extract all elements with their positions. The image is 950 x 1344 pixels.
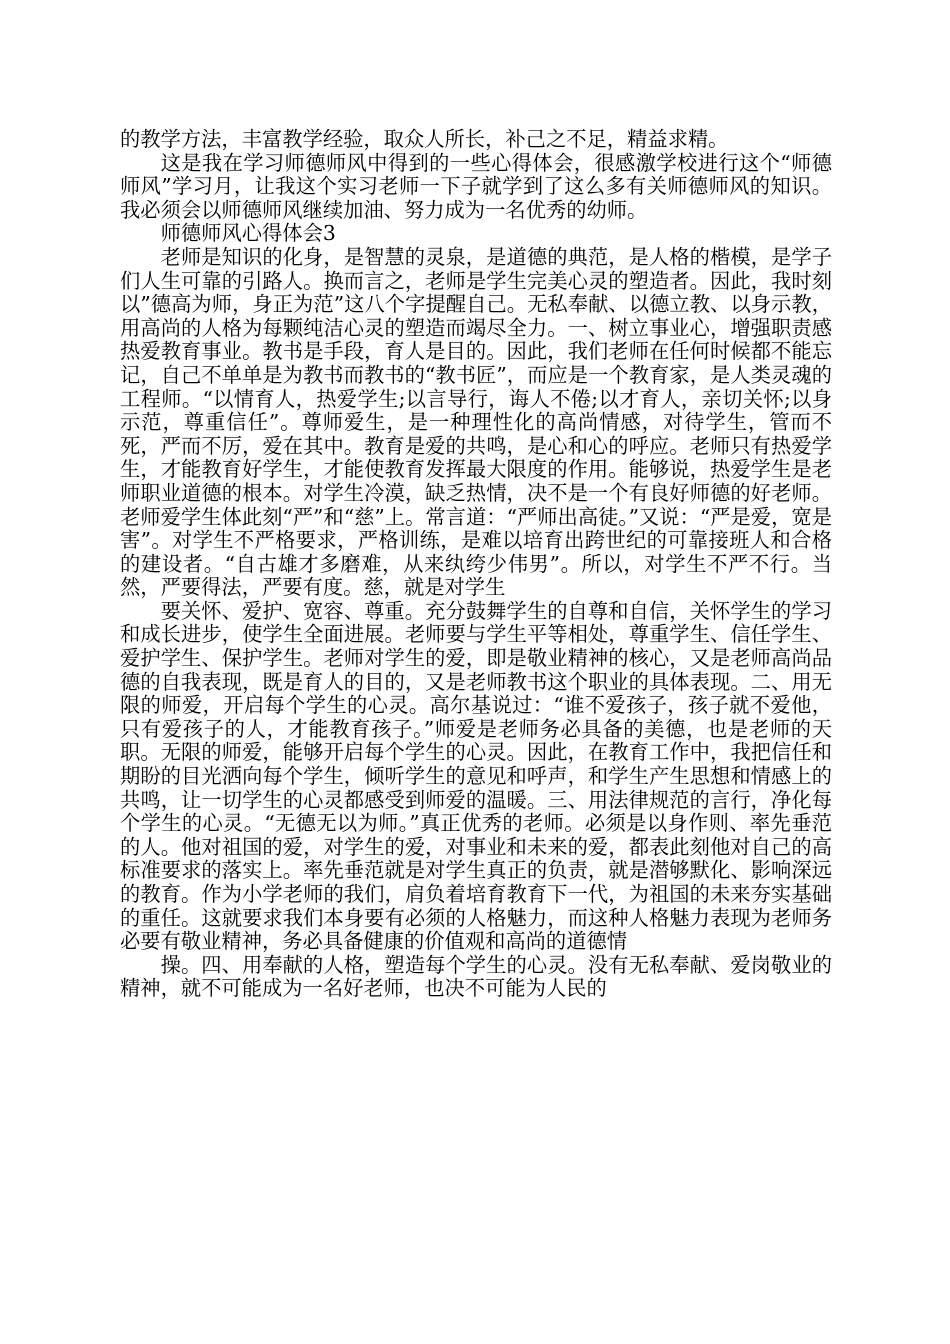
paragraph-reflection: 这是我在学习师德师风中得到的一些心得体会，很感激学校进行这个“师德师风”学习月，让我这个实习老师一下子就学到了这么多有关师德师风的知识。我必须会以师德师风继续加油、努力成为一名优秀的幼师。 [120,150,832,222]
paragraph-teacher-role: 老师是知识的化身，是智慧的灵泉，是道德的典范，是人格的楷模，是学子们人生可靠的引路人。换而言之，老师是学生完美心灵的塑造者。因此，我时刻以”德高为师，身正为范”这八个字提醒自己。无私奉献、以德立教、以身示教，用高尚的人格为每颗纯洁心灵的塑造而竭尽全力。一、树立事业心，增强职责感热爱教育事业。教书是手段，育人是目的。因此，我们老师在任何时候都不能忘记，自己不单单是为教书而教书的“教书匠”，而应是一个教育家，是人类灵魂的工程师。“以情育人，热爱学生;以言导行，诲人不倦;以才育人，亲切关怀;以身示范，尊重信任”。尊师爱生，是一种理性化的高尚情感，对待学生，管而不死，严而不厉，爱在其中。教育是爱的共鸣，是心和心的呼应。老师只有热爱学生，才能教育好学生，才能使教育发挥最大限度的作用。能够说，热爱学生是老师职业道德的根本。对学生冷漠，缺乏热情，决不是一个有良好师德的好老师。老师爱学生体此刻“严”和“慈”上。常言道：“严师出高徒。”又说：“严是爱，宽是害”。对学生不严格要求，严格训练，是难以培育出跨世纪的可靠接班人和合格的建设者。“自古雄才多磨难，从来纨绔少伟男”。所以，对学生不严不行。当然，严要得法，严要有度。慈，就是对学生 [120,244,832,600]
paragraph-care-respect: 要关怀、爱护、宽容、尊重。充分鼓舞学生的自尊和自信，关怀学生的学习和成长进步，使学生全面进展。老师要与学生平等相处，尊重学生、信任学生、爱护学生、保护学生。老师对学生的爱，即是敬业精神的核心，又是老师高尚品德的自我表现，既是育人的目的，又是老师教书这个职业的具体表现。二、用无限的师爱，开启每个学生的心灵。高尔基说过：“谁不爱孩子，孩子就不爱他，只有爱孩子的人，才能教育孩子。”师爱是老师务必具备的美德，也是老师的天职。无限的师爱，能够开启每个学生的心灵。因此，在教育工作中，我把信任和期盼的目光洒向每个学生，倾听学生的意见和呼声，和学生产生思想和情感上的共鸣，让一切学生的心灵都感受到师爱的温暖。三、用法律规范的言行，净化每个学生的心灵。“无德无以为师。”真正优秀的老师。必须是以身作则、率先垂范的人。他对祖国的爱，对学生的爱，对事业和未来的爱，都表此刻他对自己的高标准要求的落实上。率先垂范就是对学生真正的负责，就是潜够默化、影响深远的教育。作为小学老师的我们，肩负着培育教育下一代，为祖国的未来夯实基础的重任。这就要求我们本身要有必须的人格魅力，而这种人格魅力表现为老师务必要有敬业精神，务必具备健康的价值观和高尚的道德情 [120,598,832,954]
paragraph-dedication: 操。四、用奉献的人格，塑造每个学生的心灵。没有无私奉献、爱岗敬业的精神，就不可能成为一名好老师，也决不可能为人民的 [120,952,832,1001]
paragraph-continuation: 的教学方法，丰富教学经验，取众人所长，补己之不足，精益求精。 [120,127,729,151]
section-heading: 师德师风心得体会3 [160,221,336,246]
document-body [120,128,832,1001]
